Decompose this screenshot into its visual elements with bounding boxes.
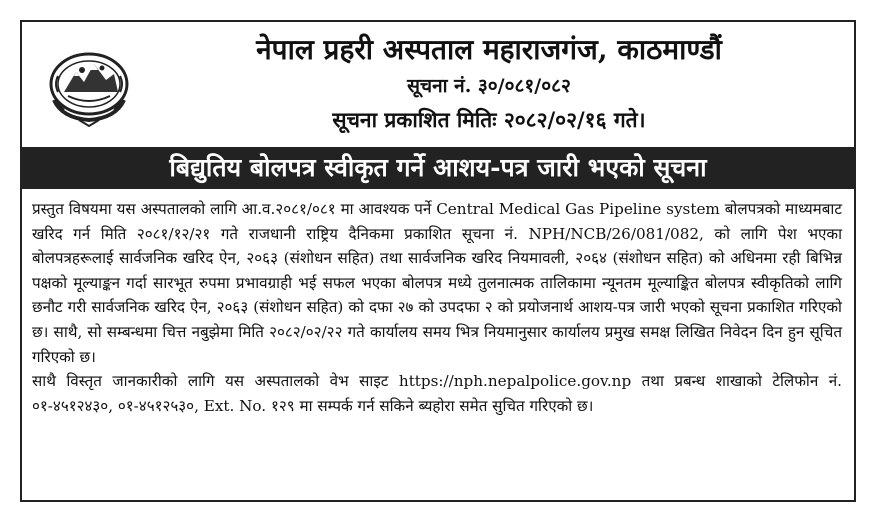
notice-header — [22, 22, 854, 147]
nepal-police-emblem-icon — [44, 40, 134, 130]
hospital-title: नेपाल प्रहरी अस्पताल महाराजगंज, काठमाण्डौं — [256, 33, 722, 66]
notice-frame — [20, 20, 856, 502]
published-date: सूचना प्रकाशित मितिः २०८२/०२/१६ गते। — [332, 107, 646, 132]
notice-banner: बिद्युतिय बोलपत्र स्वीकृत गर्ने आशय-पत्र जारी भएको सूचना — [22, 147, 854, 189]
notice-body — [32, 197, 842, 418]
body-paragraph-1: प्रस्तुत विषयमा यस अस्पतालको लागि आ.व.२०८१/०८१ मा आवश्यक पर्ने Central Medical Gas Pipeline system बोलपत्रको माध्यमबाट खरिद गर्न मिति २०८१/१२/२१ गते राजधानी राष्ट्रिय दैनिकमा प्रकाशित सूचना नं. NPH/NCB/26/081/082, को लागि पेश भएका बोलपत्रहरूलाई सार्वजनिक खरिद ऐन, २०६३ (संशोधन सहित) तथा सार्वजनिक खरिद नियमावली, २०६४ (संशोधन सहित) को अधिनमा रही बिभिन्न पक्षको मूल्याङ्कन गर्दा सारभूत रुपमा प्रभावग्राही भई सफल भएका बोलपत्र मध्ये तुलनात्मक तालिकामा न्यूनतम मूल्याङ्कित बोलपत्र स्वीकृतिको लागि छनौट गरी सार्वजनिक खरिद ऐन, २०६३ (संशोधन सहित) को दफा २७ को उपदफा २ को प्रयोजनार्थ आशय-पत्र जारी भएको सूचना प्रकाशित गरिएको छ। साथै, सो सम्बन्धमा चित्त नबुझेमा मिति २०८२/०२/२२ गते कार्यालय समय भित्र नियमानुसार कार्यालय प्रमुख समक्ष लिखित निवेदन दिन हुन सूचित गरिएको छ। — [32, 200, 842, 366]
body-paragraph-2: साथै विस्तृत जानकारीको लागि यस अस्पतालको वेभ साइट https://nph.nepalpolice.gov.np तथा प्रबन्ध शाखाको टेलिफोन नं. ०१-४५१२४३०, ०१-४५१२५३०, Ext. No. १२९ मा सम्पर्क गर्न सकिने ब्यहोरा समेत सुचित गरिएको छ। — [32, 372, 842, 415]
notice-number: सूचना नं. ३०/०८१/०८२ — [407, 75, 571, 97]
